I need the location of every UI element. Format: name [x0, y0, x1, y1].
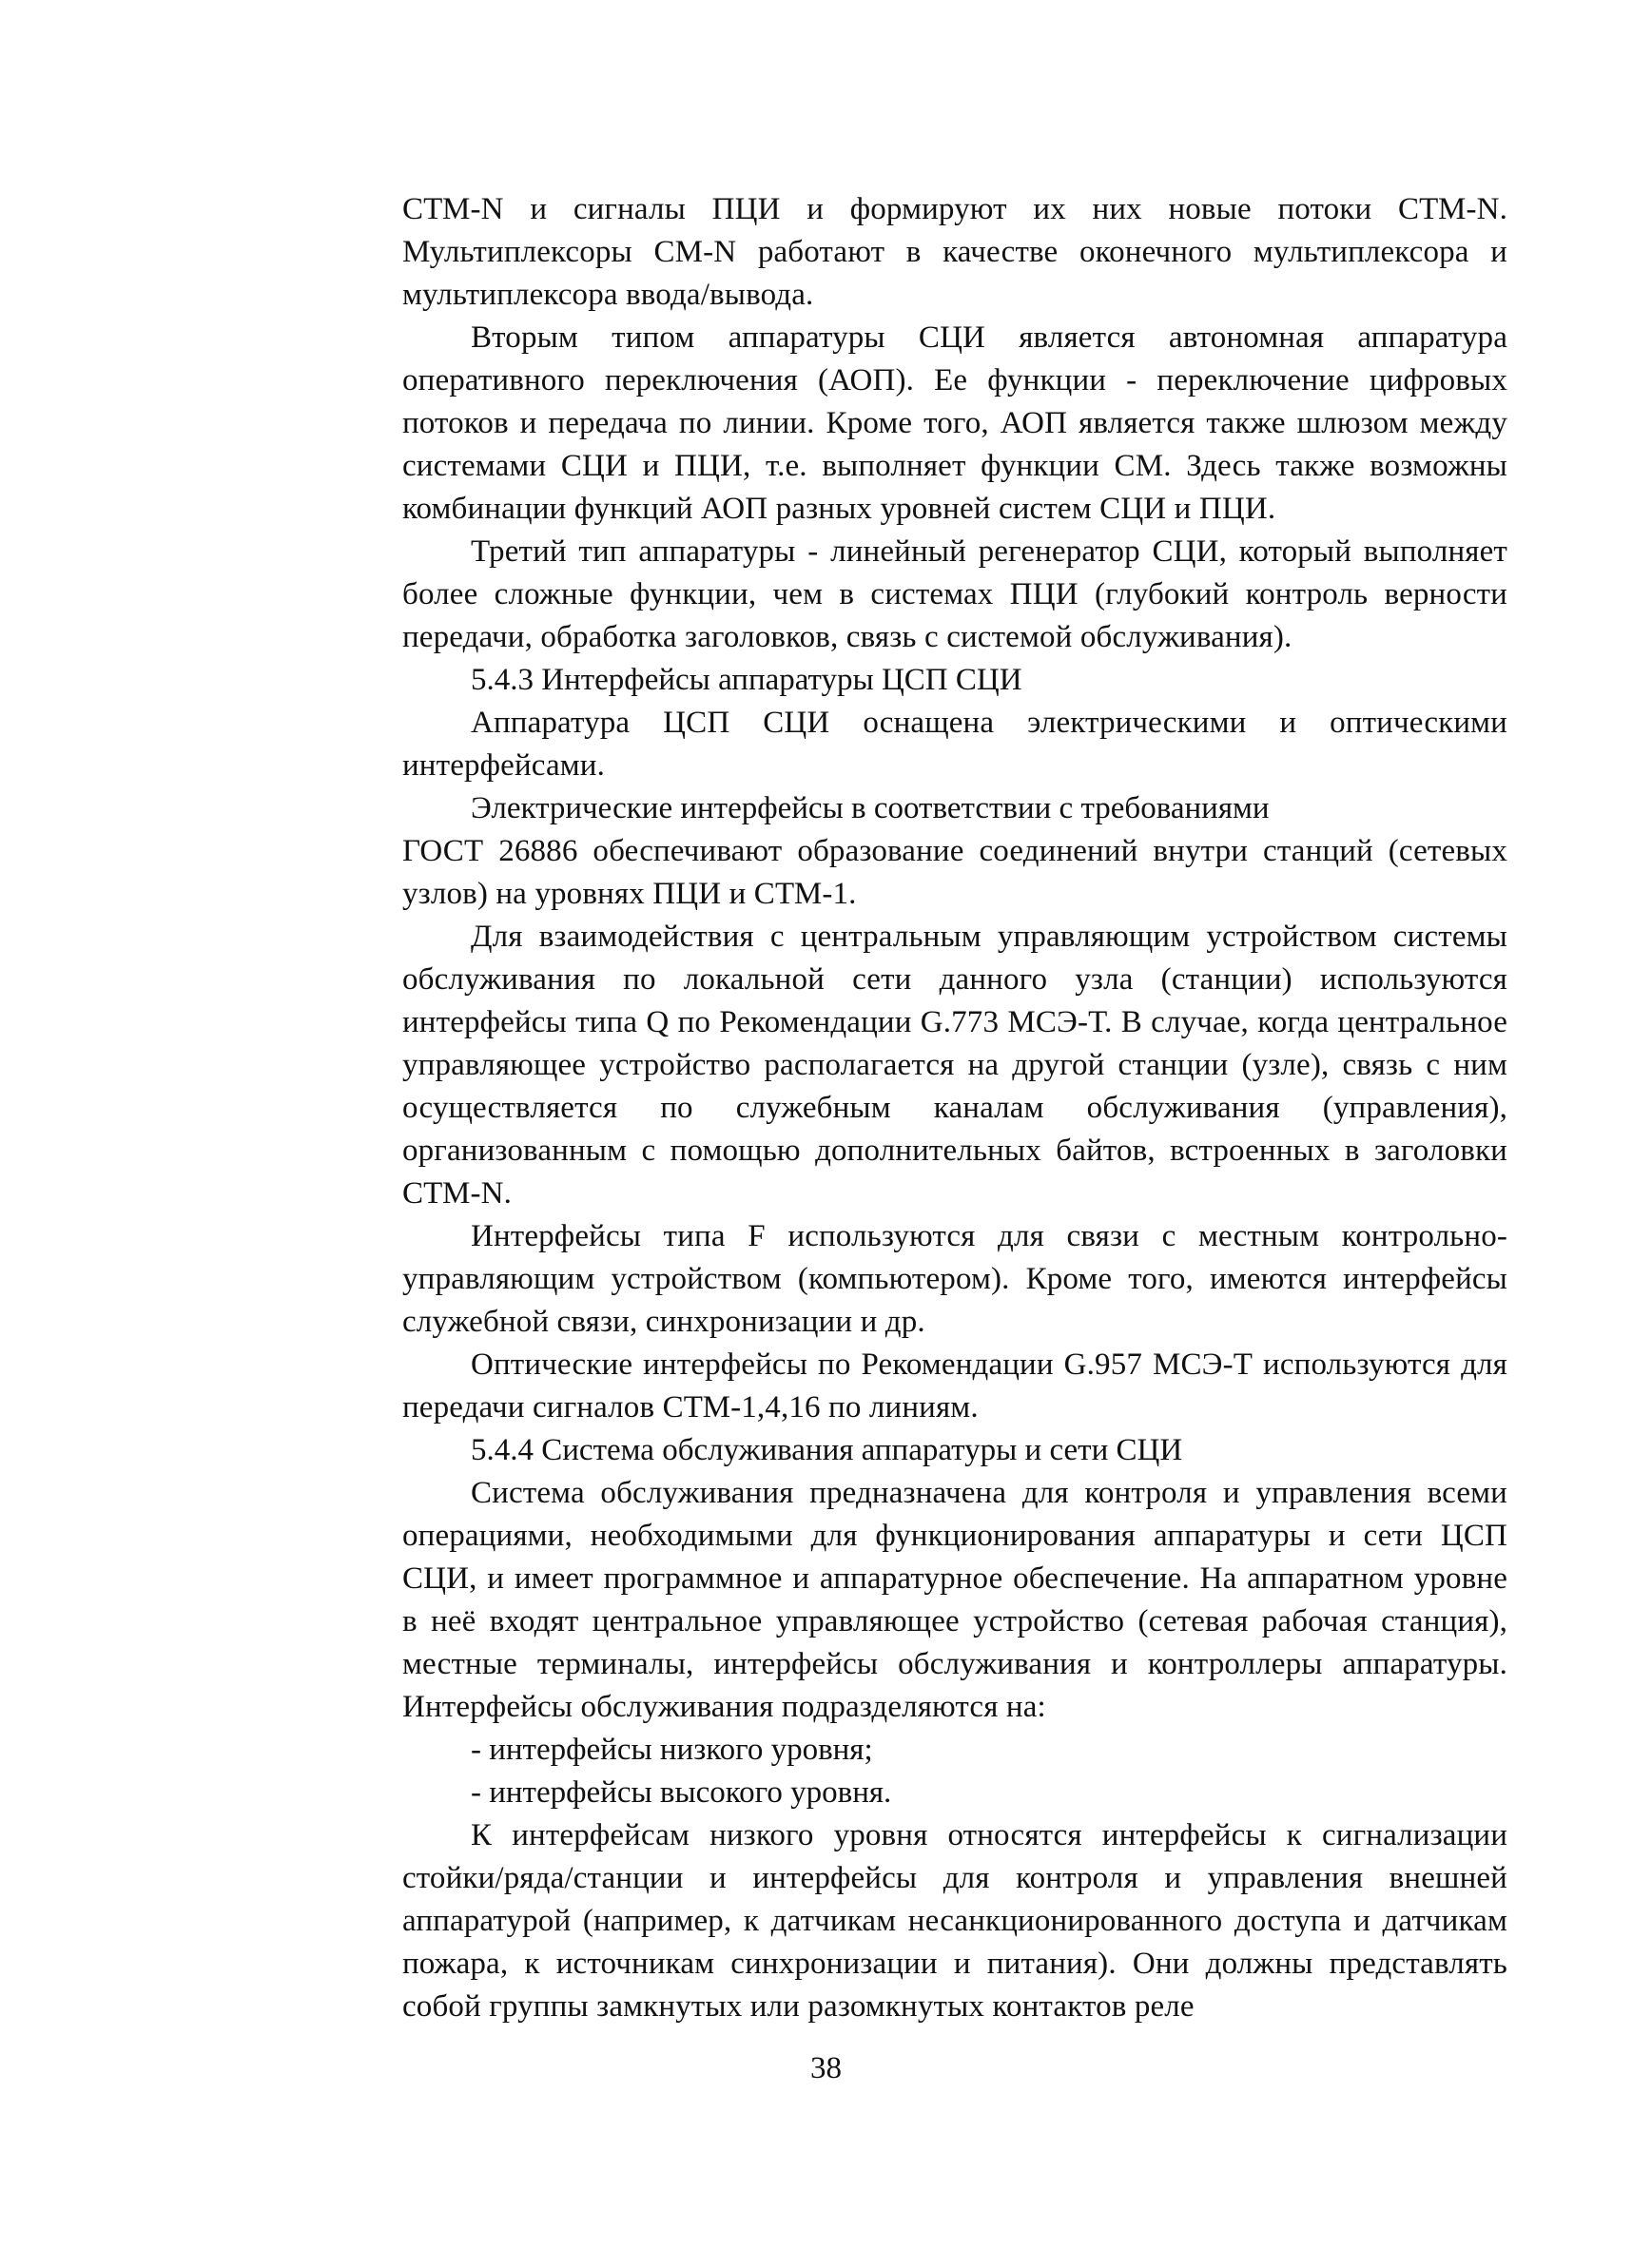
document-page [402, 188, 1507, 2028]
paragraph-9: Система обслуживания предназначена для контроля и управления всеми операциями, необходимыми для функционирования аппаратуры и сети ЦСП СЦИ, и имеет программное и аппаратурное обеспечение. На аппаратном уровне в неё входят центральное управляющее устройство (сетевая рабочая станция), местные терминалы, интерфейсы обслуживания и контроллеры аппаратуры. Интерфейсы обслуживания подразделяются на: [402, 1476, 1507, 1724]
section-heading-5-4-4: 5.4.4 Система обслуживания аппаратуры и сети СЦИ [471, 1433, 1183, 1467]
paragraph-8: Оптические интерфейсы по Рекомендации G.957 МСЭ-Т используются для передачи сигналов СТМ-1,4,16 по линиям. [402, 1347, 1507, 1425]
paragraph-7: Интерфейсы типа F используются для связи с местным контрольно-управляющим устройством (компьютером). Кроме того, имеются интерфейсы служебной связи, синхронизации и др. [402, 1219, 1507, 1339]
paragraph-6: Для взаимодействия с центральным управляющим устройством системы обслуживания по локальной сети данного узла (станции) используются интерфейсы типа Q по Рекомендации G.773 МСЭ-Т. В случае, когда центральное управляющее устройство располагается на другой станции (узле), связь с ним осуществляется по служебным каналам обслуживания (управления), организованным с помощью дополнительных байтов, встроенных в заголовки СТМ-N. [402, 920, 1507, 1211]
page-number: 38 [810, 2051, 842, 2085]
interface-list [402, 1729, 1507, 1814]
paragraph-10: К интерфейсам низкого уровня относятся интерфейсы к сигнализации стойки/ряда/станции и интерфейсы для контроля и управления внешней аппаратурой (например, к датчикам несанкционированного доступа и датчикам пожара, к источникам синхронизации и питания). Они должны представлять собой группы замкнутых или разомкнутых контактов реле [402, 1818, 1507, 2024]
paragraph-4: Аппаратура ЦСП СЦИ оснащена электрическими и оптическими интерфейсами. [402, 706, 1507, 783]
paragraph-5-line-2: ГОСТ 26886 обеспечивают образование соединений внутри станций (сетевых узлов) на уровнях ПЦИ и СТМ-1. [402, 834, 1507, 911]
list-item: - интерфейсы низкого уровня; [471, 1733, 873, 1767]
list-item: - интерфейсы высокого уровня. [471, 1775, 892, 1810]
paragraph-1: СТМ-N и сигналы ПЦИ и формируют их них новые потоки СТМ-N. Мультиплексоры СМ-N работают в качестве оконечного мультиплексора и мультиплексора ввода/вывода. [402, 192, 1507, 312]
paragraph-2: Вторым типом аппаратуры СЦИ является автономная аппаратура оперативного переключения (АОП). Ее функции - переключение цифровых потоков и передача по линии. Кроме того, АОП является также шлюзом между системами СЦИ и ПЦИ, т.е. выполняет функции СМ. Здесь также возможны комбинации функций АОП разных уровней систем СЦИ и ПЦИ. [402, 320, 1507, 526]
paragraph-3: Третий тип аппаратуры - линейный регенератор СЦИ, который выполняет более сложные функции, чем в системах ПЦИ (глубокий контроль верности передачи, обработка заголовков, связь с системой обслуживания). [402, 534, 1507, 654]
section-heading-5-4-3: 5.4.3 Интерфейсы аппаратуры ЦСП СЦИ [471, 663, 1022, 697]
paragraph-5-line-1: Электрические интерфейсы в соответствии с требованиями [471, 791, 1270, 825]
